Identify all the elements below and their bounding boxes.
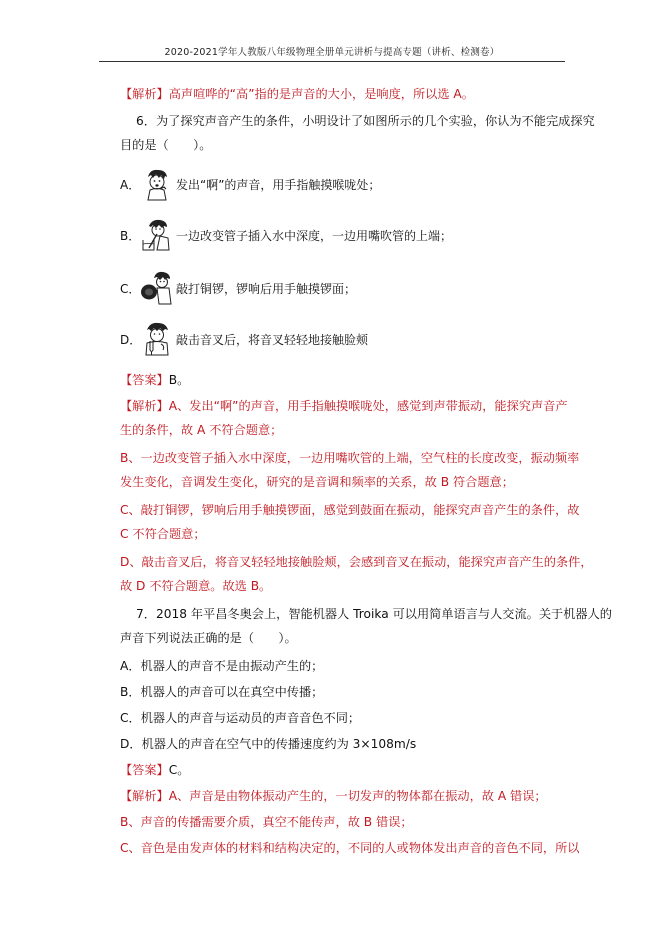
q6-answer bbox=[120, 372, 189, 388]
answer-text: C。 bbox=[168, 763, 190, 777]
answer-tag: 【答案】 bbox=[120, 373, 169, 387]
q7-option-b: B．机器人的声音可以在真空中传播； bbox=[120, 685, 324, 699]
page-header: 2020-2021学年人教版八年级物理全册单元讲析与提高专题（讲析、检测卷） bbox=[164, 47, 500, 58]
q7-analysis-line-3: C、音色是由发声体的材料和结构决定的，不同的人或物体发出声音的音色不同，所以 bbox=[120, 841, 580, 855]
analysis-text: A、声音是由物体振动产生的，一切发声的物体都在振动，故 A 错误； bbox=[168, 789, 547, 803]
answer-text: B。 bbox=[168, 373, 190, 387]
option-text: 敲击音叉后，将音叉轻轻地接触脸颊 bbox=[176, 333, 369, 347]
q6-analysis-line-5: C、敲打铜锣，锣响后用手触摸锣面，感觉到鼓面在振动，能探究声音产生的条件，故 bbox=[120, 503, 580, 517]
q7-option-d: D．机器人的声音在空气中的传播速度约为 3×108m/s bbox=[120, 737, 417, 751]
q6-analysis-line-3: B、一边改变管子插入水中深度，一边用嘴吹管的上端，空气柱的长度改变，振动频率 bbox=[120, 451, 580, 465]
q6-stem-line-1: 6．为了探究声音产生的条件，小明设计了如图所示的几个实验，你认为不能完成探究 bbox=[136, 114, 595, 128]
q7-analysis-line-1 bbox=[120, 788, 547, 804]
analysis-tag: 【解析】 bbox=[120, 789, 169, 803]
q7-answer bbox=[120, 762, 189, 778]
analysis-text: A、发出“啊”的声音，用手指触摸喉咙处，感觉到声带振动，能探究声音产 bbox=[168, 399, 568, 413]
q6-analysis-line-7: D、敲击音叉后，将音叉轻轻地接触脸颊，会感到音叉在振动，能探究声音产生的条件， bbox=[120, 555, 593, 569]
q6-analysis-line-1 bbox=[120, 398, 568, 414]
q6-analysis-line-8: 故 D 不符合题意。故选 B。 bbox=[120, 579, 272, 593]
option-letter: C． bbox=[120, 282, 141, 296]
analysis-text: 高声喧哗的“高”指的是声音的大小，是响度，所以选 A。 bbox=[168, 87, 474, 101]
q7-stem-line-2: 声音下列说法正确的是（ ）。 bbox=[120, 631, 297, 645]
answer-tag: 【答案】 bbox=[120, 763, 169, 777]
q7-analysis-line-2: B、声音的传播需要介质，真空不能传声，故 B 错误； bbox=[120, 815, 413, 829]
option-text: 一边改变管子插入水中深度，一边用嘴吹管的上端； bbox=[176, 229, 453, 243]
q7-option-a: A．机器人的声音不是由振动产生的； bbox=[120, 659, 324, 673]
child-blowing-tube-icon bbox=[140, 218, 174, 252]
q7-option-c: C．机器人的声音与运动员的声音音色不同； bbox=[120, 711, 361, 725]
q5-analysis bbox=[120, 86, 474, 102]
header-rule bbox=[99, 61, 565, 62]
child-tuning-fork-icon bbox=[140, 322, 174, 356]
option-text: 敲打铜锣，锣响后用手触摸锣面； bbox=[176, 282, 357, 296]
q7-stem-line-1: 7．2018 年平昌冬奥会上，智能机器人 Troika 可以用简单语言与人交流。关于机器人的 bbox=[136, 607, 612, 621]
analysis-tag: 【解析】 bbox=[120, 87, 169, 101]
q6-analysis-line-4: 发生变化，音调发生变化，研究的是音调和频率的关系，故 B 符合题意； bbox=[120, 475, 514, 489]
child-touching-throat-icon bbox=[140, 167, 174, 201]
option-letter: A． bbox=[120, 178, 141, 192]
q6-stem-line-2: 目的是（ ）。 bbox=[120, 138, 212, 152]
q6-analysis-line-6: C 不符合题意； bbox=[120, 527, 206, 541]
option-letter: D． bbox=[120, 333, 142, 347]
option-letter: B． bbox=[120, 229, 141, 243]
child-striking-gong-icon bbox=[140, 271, 174, 305]
option-text: 发出“啊”的声音，用手指触摸喉咙处； bbox=[176, 178, 381, 192]
analysis-tag: 【解析】 bbox=[120, 399, 169, 413]
q6-analysis-line-2: 生的条件，故 A 不符合题意； bbox=[120, 423, 283, 437]
